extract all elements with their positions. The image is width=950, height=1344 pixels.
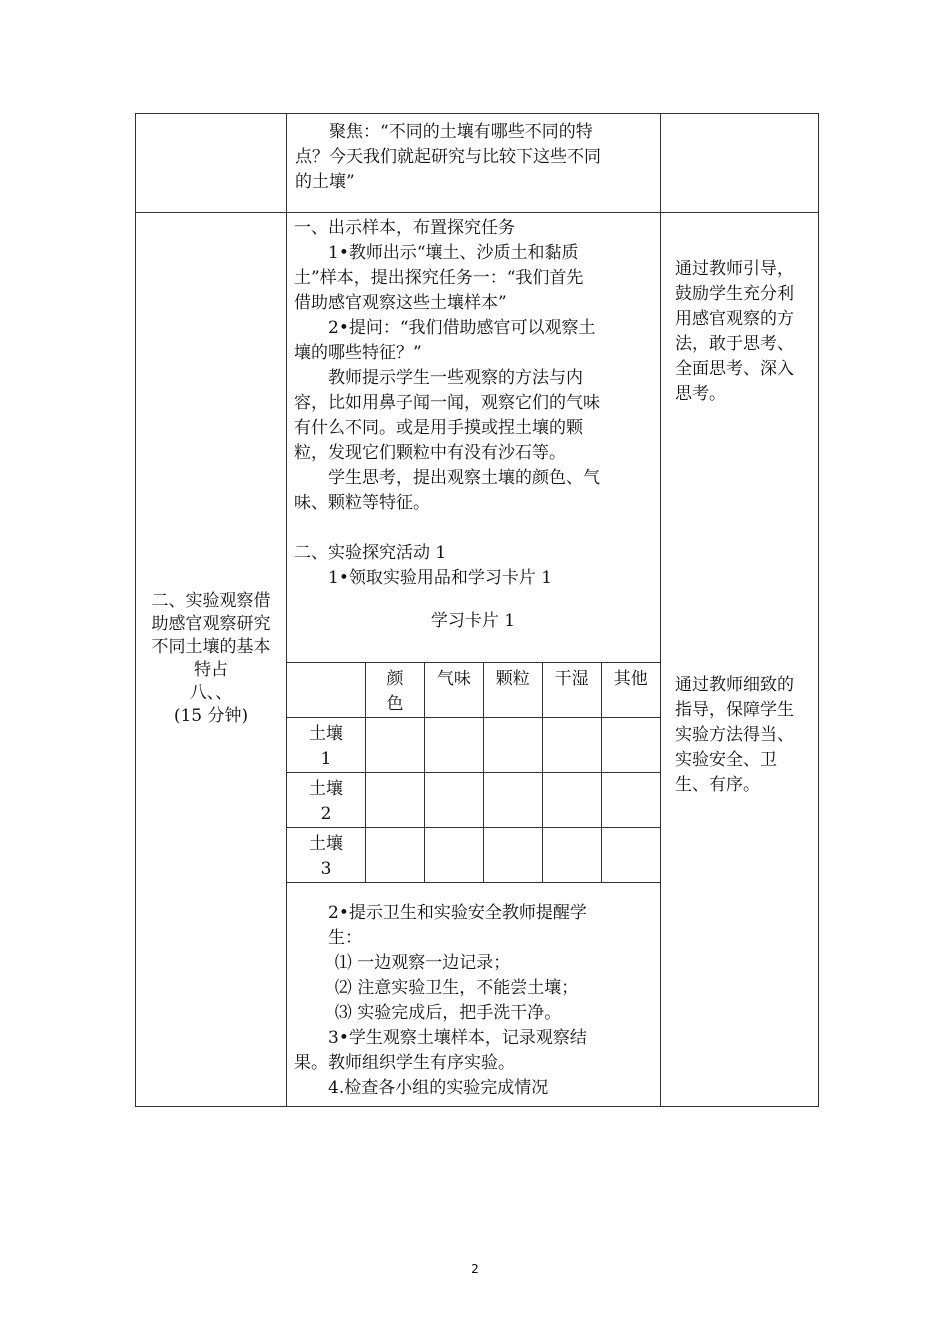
card-cell	[601, 828, 660, 883]
text-line: 土”样本，提出探究任务一：“我们首先	[294, 268, 584, 288]
text-line: 二、实验观察借	[151, 590, 271, 611]
table-row	[136, 213, 819, 1107]
card-cell	[424, 828, 483, 883]
text-line: 3•学生观察土壤样本，记录观察结	[328, 1028, 587, 1048]
stage-cell	[136, 213, 287, 1107]
card-cell	[601, 773, 660, 828]
card-row	[287, 773, 660, 828]
text-line: (15 分钟)	[173, 705, 249, 726]
card-row-label: 土壤 1	[287, 718, 366, 773]
text-line: 特占	[194, 659, 228, 680]
card-cell	[542, 773, 601, 828]
text-line: 不同土壤的基本	[151, 636, 271, 657]
text-line: 1•领取实验用品和学习卡片 1	[328, 568, 553, 588]
text-line: 助感官观察研究	[151, 613, 271, 634]
card-header-row	[287, 663, 660, 718]
lesson-plan-table	[135, 113, 819, 1107]
text-line: 2•提示卫生和实验安全教师提醒学	[328, 903, 587, 923]
content-cell-activity	[287, 213, 661, 1107]
content-cell-focus	[287, 114, 661, 213]
text-line: 学生思考，提出观察土壤的颜色、气	[328, 468, 600, 488]
design-note-1	[661, 213, 818, 407]
card-row	[287, 718, 660, 773]
rule-item: ⑶ 实验完成后，把手洗干净。	[334, 1003, 562, 1023]
text-line: 法，敢于思考、	[675, 334, 794, 354]
card-header-cell: 其他	[601, 663, 660, 718]
card-cell	[424, 718, 483, 773]
text-line: 通过教师细致的	[675, 675, 794, 695]
section-heading: 一、出示样本，布置探究任务	[294, 218, 515, 238]
card-cell	[483, 718, 542, 773]
card-cell	[542, 718, 601, 773]
text-line: 1•教师出示“壤土、沙质土和黏质	[328, 243, 579, 263]
activity-text-top	[287, 213, 660, 662]
card-header-cell: 气味	[424, 663, 483, 718]
card-cell	[542, 828, 601, 883]
design-note-2	[661, 407, 818, 798]
text-line: 通过教师引导，	[675, 259, 794, 279]
card-cell	[366, 773, 425, 828]
card-cell	[483, 828, 542, 883]
text-line: 粒，发现它们颗粒中有没有沙石等。	[294, 443, 566, 463]
focus-text	[287, 114, 660, 212]
card-cell	[366, 828, 425, 883]
card-row-label: 土壤 2	[287, 773, 366, 828]
section-heading: 二、实验探究活动 1	[294, 543, 447, 563]
text-line: 果。教师组织学生有序实验。	[294, 1053, 515, 1073]
card-cell	[483, 773, 542, 828]
card-header-cell: 干湿	[542, 663, 601, 718]
card-header-cell: 颜 色	[366, 663, 425, 718]
text-line: 2•提问：“我们借助感官可以观察土	[328, 318, 596, 338]
text-line: 容，比如用鼻子闻一闻，观察它们的气味	[294, 393, 600, 413]
rule-item: ⑵ 注意实验卫生，不能尝土壤；	[334, 978, 579, 998]
text-line: 鼓励学生充分利	[675, 284, 794, 304]
text-line: 借助感官观察这些土壤样本”	[294, 293, 507, 313]
text-line: 思考。	[675, 384, 726, 404]
text-line: 点？今天我们就起研究与比较下这些不同	[295, 147, 601, 167]
card-row	[287, 828, 660, 883]
text-line: 实验方法得当、	[675, 725, 794, 745]
text-line: 味、颗粒等特征。	[294, 493, 430, 513]
card-cell	[424, 773, 483, 828]
text-line: 聚焦：“不同的土壤有哪些不同的特	[329, 122, 593, 142]
text-line: 指导，保障学生	[675, 700, 794, 720]
card-title: 学习卡片 1	[430, 611, 516, 631]
text-line: 4.检查各小组的实验完成情况	[328, 1078, 549, 1098]
text-line: 实验安全、卫	[675, 750, 777, 770]
text-line: 的土壤”	[295, 172, 355, 192]
table-row	[136, 114, 819, 213]
card-cell	[601, 718, 660, 773]
text-line: 教师提示学生一些观察的方法与内	[328, 368, 583, 388]
stage-cell-empty	[136, 114, 287, 213]
note-cell	[661, 213, 819, 1107]
activity-text-bottom	[287, 883, 660, 1106]
text-line: 有什么不同。或是用手摸或捏土壤的颗	[294, 418, 583, 438]
text-line: 用感官观察的方	[675, 309, 794, 329]
card-row-label: 土壤 3	[287, 828, 366, 883]
text-line: 八、、	[189, 682, 233, 703]
rule-item: ⑴ 一边观察一边记录；	[334, 953, 511, 973]
text-line: 生、有序。	[675, 775, 760, 795]
text-line: 全面思考、深入	[675, 359, 794, 379]
text-line: 生：	[328, 928, 362, 948]
text-line: 壤的哪些特征？”	[294, 343, 422, 363]
stage-label	[136, 590, 286, 728]
study-card-table	[287, 662, 660, 883]
card-header-cell: 颗粒	[483, 663, 542, 718]
page-number: 2	[471, 1262, 479, 1276]
card-cell	[366, 718, 425, 773]
note-cell-empty	[661, 114, 819, 213]
card-header-cell	[287, 663, 366, 718]
spacer	[294, 516, 652, 541]
